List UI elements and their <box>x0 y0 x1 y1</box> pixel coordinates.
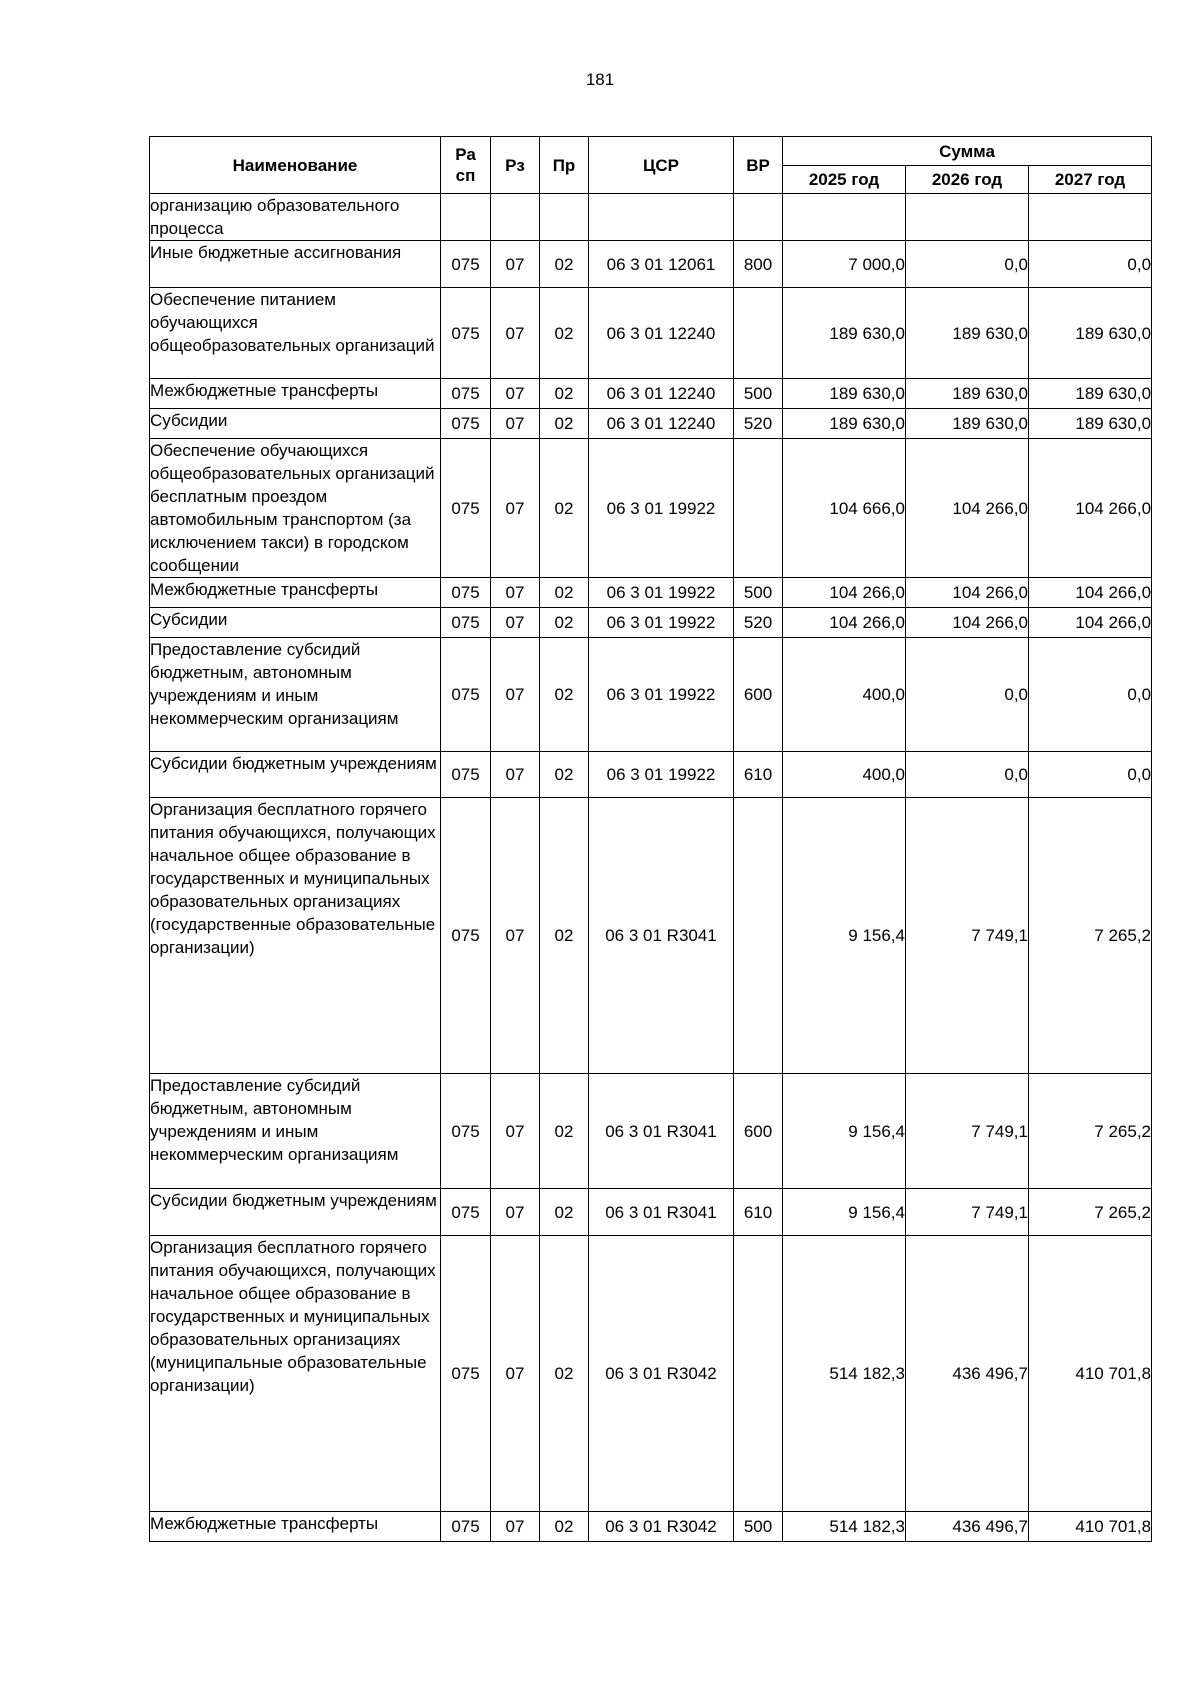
row-csr-cell: 06 3 01 12240 <box>589 288 734 379</box>
row-rasp-cell: 075 <box>441 798 491 1074</box>
row-rasp-cell: 075 <box>441 1236 491 1512</box>
row-vr-cell: 500 <box>734 578 783 608</box>
row-vr-cell <box>734 1236 783 1512</box>
page-number: 181 <box>585 70 615 89</box>
table-row <box>150 798 1152 1074</box>
row-name-cell: Субсидии <box>150 409 441 439</box>
row-rz-cell: 07 <box>491 409 540 439</box>
row-2025-cell: 514 182,3 <box>783 1236 906 1512</box>
row-rz-cell: 07 <box>491 288 540 379</box>
row-2027-cell: 0,0 <box>1029 752 1152 798</box>
table-row <box>150 439 1152 578</box>
row-rasp-cell: 075 <box>441 752 491 798</box>
row-2026-cell: 7 749,1 <box>906 1074 1029 1189</box>
row-rz-cell: 07 <box>491 1236 540 1512</box>
row-2026-cell: 0,0 <box>906 752 1029 798</box>
row-csr-cell <box>589 194 734 241</box>
table-row <box>150 608 1152 638</box>
row-name-cell: Межбюджетные трансферты <box>150 578 441 608</box>
row-2025-cell: 514 182,3 <box>783 1512 906 1542</box>
row-2027-cell: 104 266,0 <box>1029 608 1152 638</box>
row-csr-cell: 06 3 01 19922 <box>589 752 734 798</box>
row-2026-cell: 104 266,0 <box>906 608 1029 638</box>
row-rasp-cell: 075 <box>441 288 491 379</box>
row-rasp-cell: 075 <box>441 439 491 578</box>
header-sum: Сумма <box>783 137 1152 166</box>
table-row <box>150 379 1152 409</box>
row-rasp-cell: 075 <box>441 638 491 752</box>
row-2027-cell: 7 265,2 <box>1029 798 1152 1074</box>
table-row <box>150 409 1152 439</box>
row-2026-cell: 436 496,7 <box>906 1512 1029 1542</box>
row-2027-cell <box>1029 194 1152 241</box>
row-rz-cell: 07 <box>491 1512 540 1542</box>
row-vr-cell: 520 <box>734 409 783 439</box>
row-2027-cell: 410 701,8 <box>1029 1236 1152 1512</box>
row-2027-cell: 0,0 <box>1029 638 1152 752</box>
row-rasp-cell <box>441 194 491 241</box>
row-name-cell: Обеспечение обучающихся общеобразовательных организаций бесплатным проездом автомобильным транспортом (за исключением такси) в городском сообщении <box>150 439 441 578</box>
row-rz-cell <box>491 194 540 241</box>
table-row <box>150 638 1152 752</box>
table-row <box>150 578 1152 608</box>
row-rz-cell: 07 <box>491 578 540 608</box>
row-vr-cell: 600 <box>734 638 783 752</box>
row-csr-cell: 06 3 01 12061 <box>589 241 734 288</box>
row-rasp-cell: 075 <box>441 1189 491 1236</box>
row-pr-cell: 02 <box>540 1074 589 1189</box>
row-vr-cell <box>734 798 783 1074</box>
row-csr-cell: 06 3 01 R3041 <box>589 798 734 1074</box>
row-vr-cell <box>734 288 783 379</box>
row-name-cell: Межбюджетные трансферты <box>150 1512 441 1542</box>
row-2026-cell: 0,0 <box>906 241 1029 288</box>
row-pr-cell: 02 <box>540 638 589 752</box>
row-rasp-cell: 075 <box>441 409 491 439</box>
row-csr-cell: 06 3 01 19922 <box>589 608 734 638</box>
row-pr-cell: 02 <box>540 752 589 798</box>
table-row <box>150 1512 1152 1542</box>
row-pr-cell: 02 <box>540 288 589 379</box>
row-rz-cell: 07 <box>491 638 540 752</box>
row-2026-cell <box>906 194 1029 241</box>
row-pr-cell: 02 <box>540 578 589 608</box>
header-csr: ЦСР <box>589 137 734 194</box>
row-rz-cell: 07 <box>491 1074 540 1189</box>
row-2027-cell: 104 266,0 <box>1029 439 1152 578</box>
row-rasp-cell: 075 <box>441 379 491 409</box>
row-rz-cell: 07 <box>491 241 540 288</box>
row-2025-cell: 189 630,0 <box>783 409 906 439</box>
row-2025-cell: 7 000,0 <box>783 241 906 288</box>
row-csr-cell: 06 3 01 R3042 <box>589 1512 734 1542</box>
table-body <box>150 194 1152 1542</box>
row-rasp-cell: 075 <box>441 1512 491 1542</box>
row-pr-cell: 02 <box>540 379 589 409</box>
row-vr-cell: 800 <box>734 241 783 288</box>
row-pr-cell: 02 <box>540 798 589 1074</box>
row-2025-cell: 400,0 <box>783 638 906 752</box>
row-name-cell: Организация бесплатного горячего питания обучающихся, получающих начальное общее образование в государственных и муниципальных образовательных организациях (муниципальные образовательные организации) <box>150 1236 441 1512</box>
row-name-cell: Обеспечение питанием обучающихся общеобразовательных организаций <box>150 288 441 379</box>
row-name-cell: Межбюджетные трансферты <box>150 379 441 409</box>
table-row <box>150 1189 1152 1236</box>
header-rz: Рз <box>491 137 540 194</box>
row-2025-cell: 189 630,0 <box>783 288 906 379</box>
table-row <box>150 241 1152 288</box>
row-vr-cell <box>734 194 783 241</box>
row-2026-cell: 0,0 <box>906 638 1029 752</box>
row-2026-cell: 7 749,1 <box>906 1189 1029 1236</box>
header-2025: 2025 год <box>783 166 906 194</box>
table-row <box>150 1236 1152 1512</box>
row-2026-cell: 104 266,0 <box>906 578 1029 608</box>
row-name-cell: Субсидии <box>150 608 441 638</box>
row-name-cell: Предоставление субсидий бюджетным, автономным учреждениям и иным некоммерческим организациям <box>150 1074 441 1189</box>
row-2025-cell: 104 666,0 <box>783 439 906 578</box>
header-rasp-line1: Ра <box>455 145 476 164</box>
table-row <box>150 1074 1152 1189</box>
row-2025-cell: 9 156,4 <box>783 1189 906 1236</box>
row-pr-cell: 02 <box>540 439 589 578</box>
row-pr-cell: 02 <box>540 241 589 288</box>
row-rz-cell: 07 <box>491 439 540 578</box>
row-pr-cell: 02 <box>540 1189 589 1236</box>
row-2027-cell: 104 266,0 <box>1029 578 1152 608</box>
row-2025-cell: 104 266,0 <box>783 608 906 638</box>
budget-table <box>149 136 1152 1542</box>
row-vr-cell: 500 <box>734 379 783 409</box>
table-row <box>150 194 1152 241</box>
table-row <box>150 752 1152 798</box>
row-csr-cell: 06 3 01 19922 <box>589 638 734 752</box>
row-vr-cell: 600 <box>734 1074 783 1189</box>
row-vr-cell: 520 <box>734 608 783 638</box>
row-2027-cell: 189 630,0 <box>1029 379 1152 409</box>
row-csr-cell: 06 3 01 12240 <box>589 379 734 409</box>
row-rasp-cell: 075 <box>441 241 491 288</box>
row-name-cell: Субсидии бюджетным учреждениям <box>150 752 441 798</box>
row-2026-cell: 104 266,0 <box>906 439 1029 578</box>
row-vr-cell: 500 <box>734 1512 783 1542</box>
row-rz-cell: 07 <box>491 379 540 409</box>
row-pr-cell <box>540 194 589 241</box>
row-rz-cell: 07 <box>491 608 540 638</box>
row-csr-cell: 06 3 01 19922 <box>589 439 734 578</box>
row-2026-cell: 436 496,7 <box>906 1236 1029 1512</box>
row-vr-cell: 610 <box>734 752 783 798</box>
row-csr-cell: 06 3 01 12240 <box>589 409 734 439</box>
row-vr-cell: 610 <box>734 1189 783 1236</box>
row-rasp-cell: 075 <box>441 608 491 638</box>
header-pr: Пр <box>540 137 589 194</box>
header-rasp <box>441 137 491 194</box>
row-2027-cell: 7 265,2 <box>1029 1074 1152 1189</box>
row-csr-cell: 06 3 01 19922 <box>589 578 734 608</box>
row-name-cell: Иные бюджетные ассигнования <box>150 241 441 288</box>
row-csr-cell: 06 3 01 R3042 <box>589 1236 734 1512</box>
header-name: Наименование <box>150 137 441 194</box>
row-2026-cell: 189 630,0 <box>906 288 1029 379</box>
row-name-cell: Предоставление субсидий бюджетным, автономным учреждениям и иным некоммерческим организациям <box>150 638 441 752</box>
row-2027-cell: 0,0 <box>1029 241 1152 288</box>
header-2027: 2027 год <box>1029 166 1152 194</box>
header-rasp-line2: сп <box>455 166 476 185</box>
row-2025-cell: 400,0 <box>783 752 906 798</box>
table-row <box>150 288 1152 379</box>
row-2025-cell: 104 266,0 <box>783 578 906 608</box>
row-rz-cell: 07 <box>491 798 540 1074</box>
row-2025-cell: 9 156,4 <box>783 1074 906 1189</box>
row-rz-cell: 07 <box>491 1189 540 1236</box>
row-2027-cell: 189 630,0 <box>1029 288 1152 379</box>
row-2027-cell: 410 701,8 <box>1029 1512 1152 1542</box>
row-pr-cell: 02 <box>540 608 589 638</box>
row-name-cell: Организация бесплатного горячего питания обучающихся, получающих начальное общее образование в государственных и муниципальных образовательных организациях (государственные образовательные организации) <box>150 798 441 1074</box>
row-csr-cell: 06 3 01 R3041 <box>589 1189 734 1236</box>
row-pr-cell: 02 <box>540 1236 589 1512</box>
row-name-cell: организацию образовательного процесса <box>150 194 441 241</box>
row-2025-cell: 9 156,4 <box>783 798 906 1074</box>
header-2026: 2026 год <box>906 166 1029 194</box>
row-2026-cell: 189 630,0 <box>906 379 1029 409</box>
row-rz-cell: 07 <box>491 752 540 798</box>
row-rasp-cell: 075 <box>441 1074 491 1189</box>
row-name-cell: Субсидии бюджетным учреждениям <box>150 1189 441 1236</box>
row-2025-cell: 189 630,0 <box>783 379 906 409</box>
row-2026-cell: 7 749,1 <box>906 798 1029 1074</box>
row-vr-cell <box>734 439 783 578</box>
row-rasp-cell: 075 <box>441 578 491 608</box>
row-pr-cell: 02 <box>540 1512 589 1542</box>
row-2027-cell: 7 265,2 <box>1029 1189 1152 1236</box>
header-vr: ВР <box>734 137 783 194</box>
row-2025-cell <box>783 194 906 241</box>
row-2026-cell: 189 630,0 <box>906 409 1029 439</box>
row-csr-cell: 06 3 01 R3041 <box>589 1074 734 1189</box>
row-pr-cell: 02 <box>540 409 589 439</box>
row-2027-cell: 189 630,0 <box>1029 409 1152 439</box>
